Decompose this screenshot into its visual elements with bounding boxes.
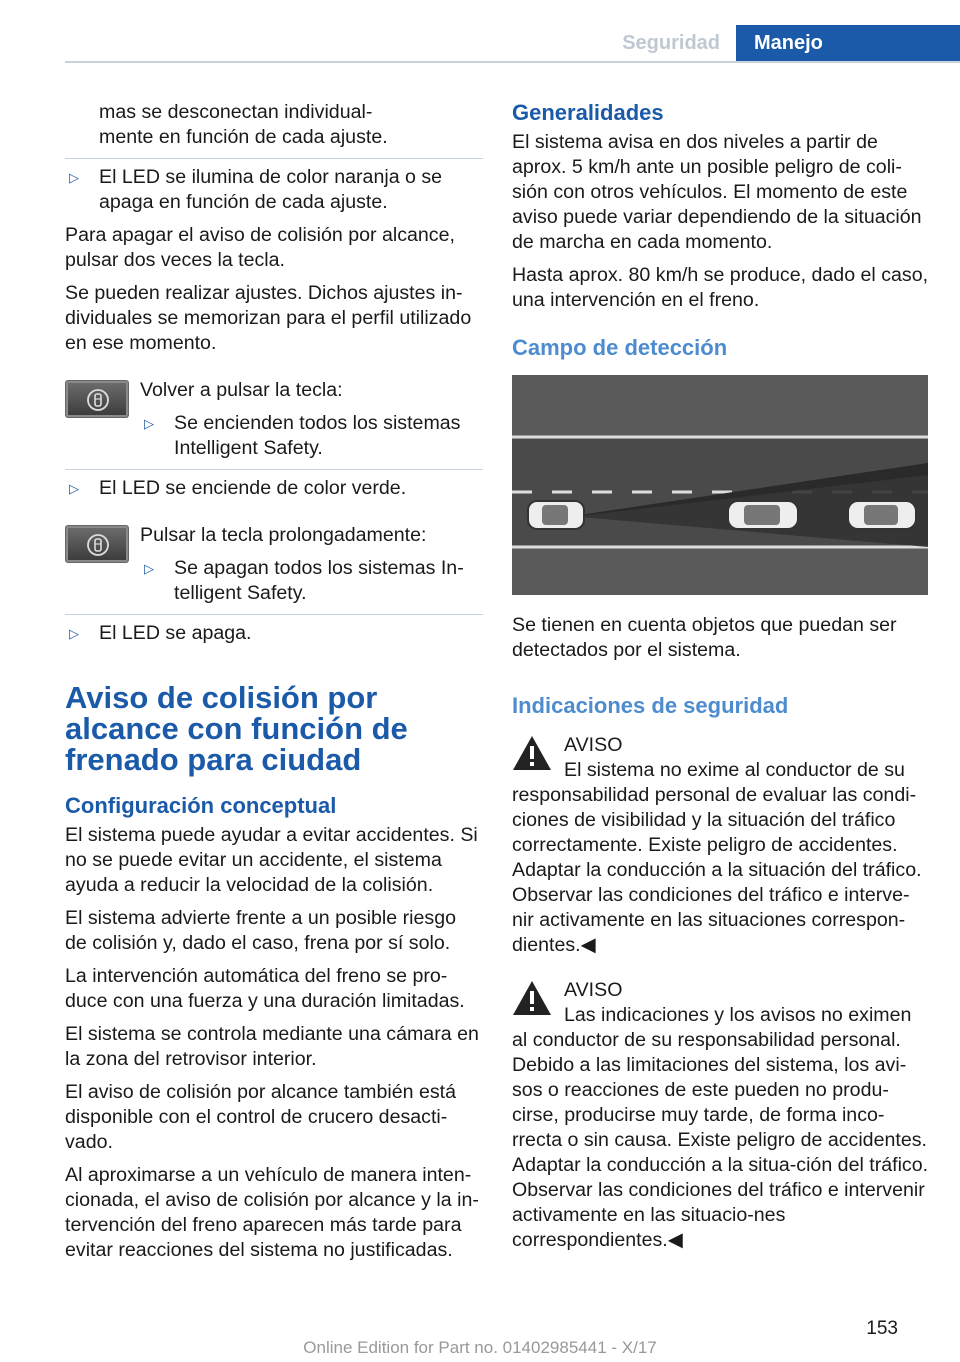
key-row-1: Volver a pulsar la tecla: ▷ Se encienden todos los sistemas Intelligent Safety. bbox=[65, 378, 483, 461]
general-paragraph-1: El sistema avisa en dos niveles a partir de aprox. 5 km/h ante un posible peligro de coli-sión con otros vehículos. El momento de este aviso puede variar dependiendo de la situación de marcha en cada momento. bbox=[512, 131, 922, 253]
ego-car-icon bbox=[528, 501, 584, 529]
car-safety-icon bbox=[86, 533, 110, 557]
continued-text: mas se desconectan individual- mente en función de cada ajuste. bbox=[99, 101, 388, 148]
concept-heading: Configuración conceptual bbox=[65, 793, 337, 818]
bullet-triangle-icon: ▷ bbox=[144, 416, 154, 431]
bullet-led-green: ▷ El LED se enciende de color verde. bbox=[65, 469, 483, 501]
footer-edition: Online Edition for Part no. 01402985441 - X/17 bbox=[303, 1338, 657, 1357]
car-safety-icon bbox=[86, 388, 110, 412]
general-heading: Generalidades bbox=[512, 100, 664, 125]
bullet-led-orange: ▷ El LED se ilumina de color naranja o se apaga en función de cada ajuste. bbox=[65, 158, 483, 215]
left-column bbox=[65, 100, 483, 1271]
intelligent-safety-button-long[interactable] bbox=[65, 525, 129, 563]
page-header bbox=[65, 25, 960, 63]
bullet-led-off: ▷ El LED se apaga. bbox=[65, 614, 483, 646]
paragraph-4: El sistema se controla mediante una cámara en la zona del retrovisor interior. bbox=[65, 1023, 479, 1070]
paragraph-settings: Se pueden realizar ajustes. Dichos ajustes in-dividuales se memorizan para el perfil utilizado en ese momento. bbox=[65, 282, 472, 354]
bullet-key1: ▷ Se encienden todos los sistemas Intelligent Safety. bbox=[144, 412, 461, 459]
paragraph-5: El aviso de colisión por alcance también está disponible con el control de crucero desacti-vado. bbox=[65, 1081, 457, 1153]
chapter-tab[interactable]: Manejo bbox=[736, 25, 960, 61]
paragraph-2: El sistema advierte frente a un posible riesgo de colisión y, dado el caso, frena por sí solo. bbox=[65, 907, 456, 954]
warning-2: AVISO Las indicaciones y los avisos no eximen al conductor de su responsabilidad personal. Debido a las limitaciones del sistema, los avi-sos o reacciones de este pueden no produ-cirse, producirse muy tarde, de forma inco-rrecta o sin causa. Existe peligro de accidentes. Adaptar la conducción a la situa-ción del tráfico. Observar las condiciones del tráfico e intervenir activamente en las situacio-nes correspondientes.◀ bbox=[512, 979, 929, 1251]
vehicle-far-icon bbox=[848, 501, 916, 529]
paragraph-off: Para apagar el aviso de colisión por alcance, pulsar dos veces la tecla. bbox=[65, 224, 455, 271]
detection-field-illustration bbox=[512, 375, 928, 595]
figure-caption: Se tienen en cuenta objetos que puedan ser detectados por el sistema. bbox=[512, 614, 897, 661]
warning-triangle-icon bbox=[512, 735, 552, 771]
paragraph-1: El sistema puede ayudar a evitar accidentes. Si no se puede evitar un accidente, el sistema ayuda a reducir la velocidad de la colisión. bbox=[65, 824, 478, 896]
general-paragraph-2: Hasta aprox. 80 km/h se produce, dado el caso, una intervención en el freno. bbox=[512, 264, 929, 311]
safety-heading: Indicaciones de seguridad bbox=[512, 693, 789, 718]
warning-1: AVISO El sistema no exime al conductor de su responsabilidad personal de evaluar las condi-ciones de visibilidad y la situación del tráfico correctamente. Existe peligro de accidentes. Adaptar la conducción a la situación del tráfico. Observar las condiciones del tráfico e interve-nir activamente en las situaciones correspon-dientes.◀ bbox=[512, 734, 922, 956]
paragraph-3: La intervención automática del freno se pro-duce con una fuerza y una duración limitadas. bbox=[65, 965, 465, 1012]
section-tab[interactable]: Seguridad bbox=[622, 32, 720, 54]
paragraph-6: Al aproximarse a un vehículo de manera inten-cionada, el aviso de colisión por alcance y la in-tervención del freno aparecen más tarde para evitar reacciones del sistema no justificadas. bbox=[65, 1164, 479, 1261]
right-column bbox=[512, 100, 930, 1261]
bullet-triangle-icon: ▷ bbox=[69, 481, 79, 496]
section-heading: Aviso de colisión por alcance con función de frenado para ciudad bbox=[65, 680, 408, 777]
bullet-triangle-icon: ▷ bbox=[69, 626, 79, 641]
bullet-triangle-icon: ▷ bbox=[144, 561, 154, 576]
intelligent-safety-button[interactable] bbox=[65, 380, 129, 418]
page-number: 153 bbox=[866, 1318, 898, 1339]
road-diagram bbox=[512, 375, 928, 595]
bullet-triangle-icon: ▷ bbox=[69, 170, 79, 185]
vehicle-ahead-icon bbox=[728, 501, 798, 529]
key-row-2: Pulsar la tecla prolongadamente: ▷ Se apagan todos los sistemas In-telligent Safety. bbox=[65, 523, 483, 606]
warning-triangle-icon bbox=[512, 980, 552, 1016]
bullet-key2: ▷ Se apagan todos los sistemas In-telligent Safety. bbox=[144, 557, 464, 604]
detection-field-heading: Campo de detección bbox=[512, 335, 728, 360]
